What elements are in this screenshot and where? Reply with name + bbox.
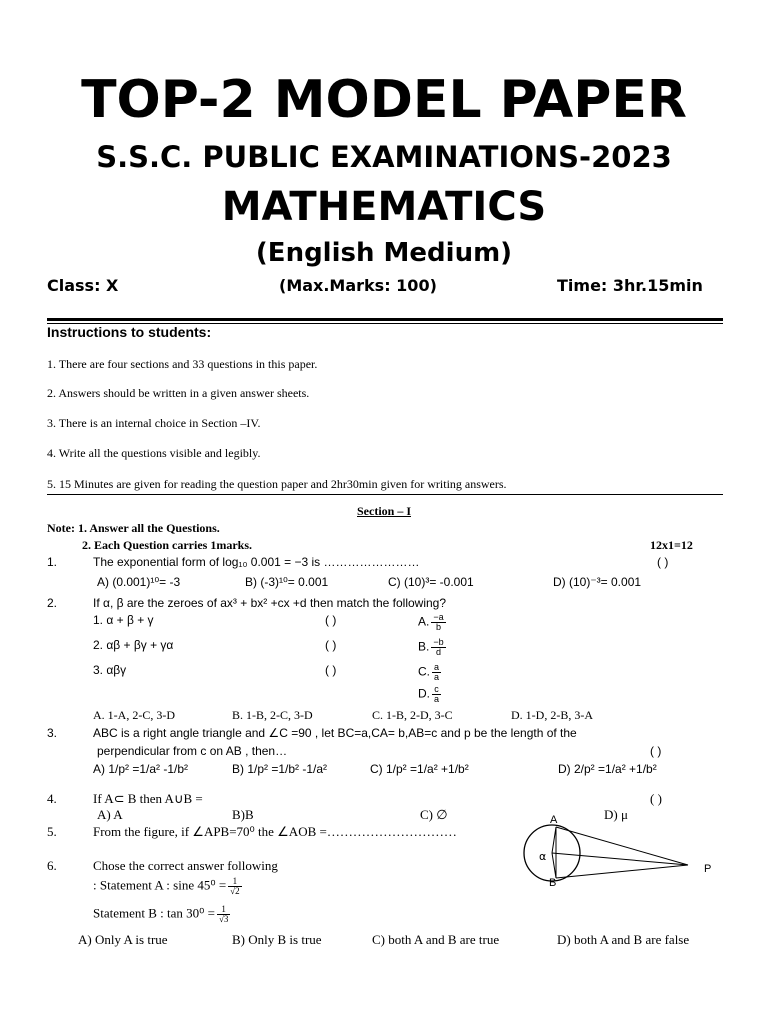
option-d: D) μ	[604, 807, 628, 822]
instruction-item: 1. There are four sections and 33 questions in this paper.	[47, 357, 318, 371]
option-c: C) ∅	[420, 807, 448, 822]
answer-bracket: ( )	[325, 613, 337, 627]
question-number: 4.	[47, 791, 57, 806]
instructions-heading: Instructions to students:	[47, 324, 212, 340]
exam-title: S.S.C. PUBLIC EXAMINATIONS-2023	[96, 140, 672, 174]
point-a-label: A	[550, 814, 558, 826]
option-d: D) both A and B are false	[557, 932, 690, 947]
instruction-item: 2. Answers should be written in a given answer sheets.	[47, 386, 310, 400]
question-4-text: If A⊂ B then A∪B =	[93, 791, 203, 806]
option-b: B. 1-B, 2-C, 3-D	[232, 708, 313, 722]
note-2: 2. Each Question carries 1marks.	[82, 538, 252, 552]
question-number: 6.	[47, 858, 57, 873]
question-number: 5.	[47, 824, 57, 839]
subject-title: MATHEMATICS	[221, 184, 547, 230]
question-3-text-cont: perpendicular from c on AB , then…	[97, 744, 288, 758]
radius-ob	[552, 853, 556, 878]
statement-a: : Statement A : sine 45⁰ = $\frac{1}{√2}$	[93, 876, 240, 896]
tangent-circle-figure	[518, 808, 718, 888]
section-marks: 12x1=12	[650, 538, 693, 552]
question-number: 1.	[47, 555, 58, 569]
medium-title: (English Medium)	[255, 238, 513, 268]
option-c: C) both A and B are true	[372, 932, 500, 947]
statement-b: Statement B : tan 30⁰ = $\frac{1}{√3}$	[93, 904, 229, 924]
section-title: Section – I	[357, 504, 411, 518]
point-b-label: B	[549, 877, 557, 888]
option-a: A) 1/p² =1/a² -1/b²	[93, 762, 189, 776]
option-c: C. 1-B, 2-D, 3-C	[372, 708, 453, 722]
option-c: C) (10)³= -0.001	[388, 575, 474, 589]
option-b: B) Only B is true	[232, 932, 322, 947]
instructions-divider	[47, 494, 723, 495]
option-a: A) A	[97, 807, 123, 822]
option-c: C) 1/p² =1/a² +1/b²	[370, 762, 469, 776]
option-d: D. 1-D, 2-B, 3-A	[511, 708, 593, 722]
match-left-item: 3. αβγ	[93, 663, 127, 677]
option-a: A. 1-A, 2-C, 3-D	[93, 708, 175, 722]
match-left-item: 1. α + β + γ	[93, 613, 154, 627]
note-1: Note: 1. Answer all the Questions.	[47, 521, 220, 535]
match-right-item: A. $\frac{-a}{b}$	[418, 612, 444, 632]
question-3-text: ABC is a right angle triangle and ∠C =90 , let BC=a,CA= b,AB=c and p be the length of the	[93, 726, 577, 740]
question-number: 2.	[47, 596, 58, 610]
answer-bracket: ( )	[650, 744, 662, 758]
option-b: B) (-3)¹⁰= 0.001	[245, 575, 329, 589]
max-marks-label: (Max.Marks: 100)	[279, 276, 437, 295]
option-b: B)B	[232, 807, 254, 822]
option-a: A) (0.001)¹⁰= -3	[97, 575, 181, 589]
alpha-label: α	[539, 850, 547, 863]
match-right-item: D. $\frac{c}{a}$	[418, 684, 440, 704]
question-5-text: From the figure, if ∠APB=70⁰ the ∠AOB =…………………………	[93, 824, 457, 839]
header-divider	[47, 318, 723, 321]
instruction-item: 4. Write all the questions visible and legibly.	[47, 446, 261, 460]
option-b: B) 1/p² =1/b² -1/a²	[232, 762, 328, 776]
option-a: A) Only A is true	[78, 932, 168, 947]
question-6-text: Chose the correct answer following	[93, 858, 278, 873]
instruction-item: 5. 15 Minutes are given for reading the question paper and 2hr30min given for writing answers.	[47, 477, 507, 491]
instruction-item: 3. There is an internal choice in Section –IV.	[47, 416, 261, 430]
class-label: Class: X	[47, 276, 119, 295]
option-d: D) (10)⁻³= 0.001	[553, 575, 642, 589]
question-1-text: The exponential form of log₁₀ 0.001 = −3 is ……………………	[93, 555, 420, 569]
match-left-item: 2. αβ + βγ + γα	[93, 638, 174, 652]
point-p-label: P	[704, 863, 712, 875]
option-d: D) 2/p² =1/a² +1/b²	[558, 762, 657, 776]
answer-bracket: ( )	[325, 638, 337, 652]
question-2-text: If α, β are the zeroes of ax³ + bx² +cx +d then match the following?	[93, 596, 447, 610]
match-right-item: C. $\frac{a}{a}$	[418, 662, 440, 682]
time-label: Time: 3hr.15min	[557, 276, 703, 295]
match-right-item: B. $\frac{-b}{d}$	[418, 637, 444, 657]
radius-oa	[552, 827, 556, 853]
question-number: 3.	[47, 726, 58, 740]
paper-title: TOP-2 MODEL PAPER	[81, 70, 687, 130]
answer-bracket: ( )	[325, 663, 337, 677]
answer-bracket: ( )	[650, 791, 662, 806]
answer-bracket: ( )	[657, 555, 669, 569]
